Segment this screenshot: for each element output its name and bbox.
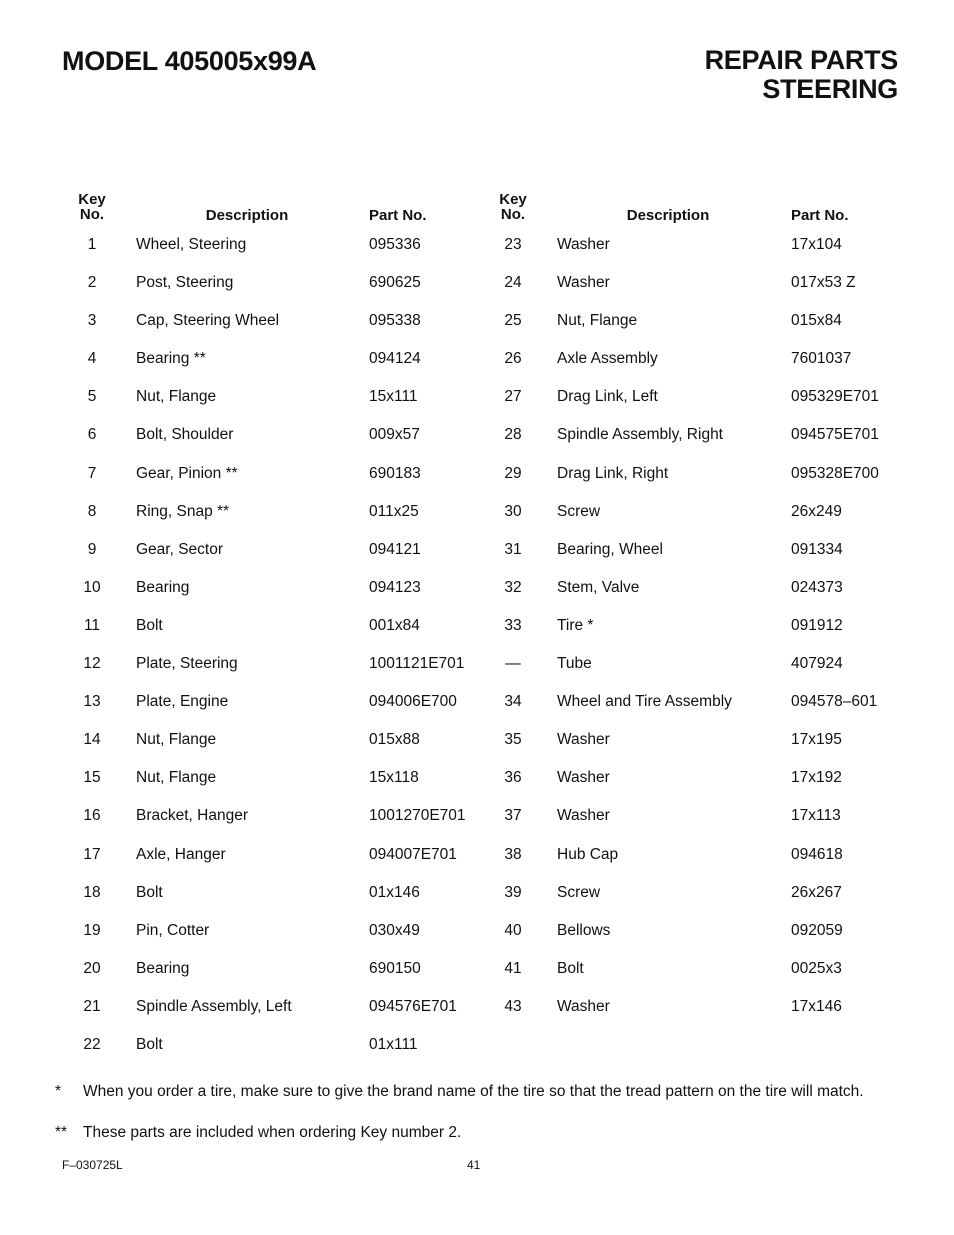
table-row	[483, 228, 903, 266]
table-row	[62, 799, 482, 837]
key-no-cell: 2	[87, 274, 97, 292]
part-no-cell: 030x49	[369, 921, 420, 939]
key-no-cell: 4	[87, 350, 97, 368]
key-no-cell: 43	[504, 997, 522, 1015]
description-cell: Gear, Pinion **	[136, 464, 238, 482]
key-no-cell: 33	[504, 616, 522, 634]
table-row	[62, 228, 482, 266]
table-row	[62, 647, 482, 685]
key-no-header	[483, 192, 543, 222]
description-cell: Screw	[557, 502, 601, 520]
key-no-cell: 11	[83, 616, 101, 634]
description-cell: Bolt	[136, 883, 163, 901]
description-cell: Bearing	[136, 959, 190, 977]
part-no-header: Part No.	[369, 207, 427, 224]
table-row	[483, 609, 903, 647]
part-no-cell: 094121	[369, 540, 421, 558]
key-header-line1: Key	[78, 191, 106, 208]
part-no-cell: 094576E701	[369, 997, 457, 1015]
key-no-cell: 21	[83, 997, 101, 1015]
part-no-cell: 094124	[369, 350, 421, 368]
description-cell: Gear, Sector	[136, 540, 224, 558]
key-no-cell: 17	[83, 845, 101, 863]
description-cell: Washer	[557, 236, 610, 253]
table-row	[483, 266, 903, 304]
part-no-cell: 01x111	[369, 1035, 418, 1053]
key-no-cell: 24	[504, 274, 522, 292]
description-cell: Spindle Assembly, Right	[557, 426, 723, 444]
part-no-cell: 092059	[791, 921, 843, 939]
table-row	[483, 838, 903, 876]
part-no-cell: 094578–601	[791, 693, 878, 711]
description-cell: Tube	[557, 655, 592, 673]
parts-table-right	[483, 192, 903, 1028]
table-row	[62, 380, 482, 418]
description-header: Description	[205, 207, 289, 224]
key-no-cell: 12	[83, 655, 101, 673]
part-no-cell: 690150	[369, 959, 421, 977]
description-cell: Nut, Flange	[136, 769, 217, 787]
part-no-cell: 17x192	[791, 769, 842, 787]
footnote-text: These parts are included when ordering Key number 2.	[83, 1124, 462, 1141]
table-body-left	[62, 228, 482, 1066]
key-no-cell: 38	[504, 845, 522, 863]
section-title	[705, 46, 898, 104]
key-no-cell: 23	[504, 236, 522, 253]
description-cell: Tire *	[557, 616, 594, 634]
part-no-cell: 094123	[369, 578, 421, 596]
key-header-line2: No.	[79, 206, 105, 223]
description-cell: Screw	[557, 883, 601, 901]
key-no-cell: 20	[83, 959, 101, 977]
part-no-cell: 7601037	[791, 350, 852, 368]
description-cell: Wheel and Tire Assembly	[557, 693, 732, 711]
table-row	[62, 914, 482, 952]
table-row	[483, 342, 903, 380]
part-no-cell: 001x84	[369, 616, 420, 634]
part-no-cell: 009x57	[369, 426, 420, 444]
part-no-cell: 095338	[369, 312, 421, 330]
description-cell: Stem, Valve	[557, 578, 640, 596]
document-code: F–030725L	[62, 1158, 123, 1172]
table-row	[483, 418, 903, 456]
part-no-cell: 094006E700	[369, 693, 457, 711]
part-no-cell: 015x88	[369, 731, 420, 749]
part-no-cell: 26x267	[791, 883, 842, 901]
key-no-cell: 27	[504, 388, 522, 406]
description-cell: Ring, Snap **	[136, 502, 230, 520]
part-no-cell: 011x25	[369, 502, 419, 520]
table-row	[483, 571, 903, 609]
part-no-cell: 26x249	[791, 502, 842, 520]
part-no-cell: 095328E700	[791, 464, 879, 482]
description-cell: Bearing, Wheel	[557, 540, 663, 558]
table-row	[483, 495, 903, 533]
description-cell: Washer	[557, 731, 610, 749]
description-cell: Spindle Assembly, Left	[136, 997, 292, 1015]
table-row	[483, 914, 903, 952]
part-no-cell: 017x53 Z	[791, 274, 856, 292]
description-cell: Nut, Flange	[557, 312, 638, 330]
footnote-text: When you order a tire, make sure to give the brand name of the tire so that the tread pattern on the tire will match.	[83, 1083, 864, 1100]
table-row	[62, 495, 482, 533]
description-cell: Hub Cap	[557, 845, 619, 863]
table-row	[483, 723, 903, 761]
key-no-cell: 3	[87, 312, 97, 330]
table-body-right	[483, 228, 903, 1028]
key-no-cell: 10	[83, 578, 101, 596]
page-number: 41	[467, 1158, 481, 1172]
description-cell: Bracket, Hanger	[136, 807, 248, 825]
section-title-line2: STEERING	[762, 74, 898, 104]
description-cell: Bolt	[136, 1035, 163, 1053]
table-row	[483, 533, 903, 571]
description-cell: Axle Assembly	[557, 350, 658, 368]
table-row	[62, 876, 482, 914]
parts-table-left	[62, 192, 482, 1066]
part-no-cell: 17x104	[791, 236, 842, 253]
table-row	[62, 342, 482, 380]
description-cell: Plate, Engine	[136, 693, 229, 711]
key-no-cell: 9	[87, 540, 97, 558]
key-no-cell: 41	[504, 959, 522, 977]
key-no-cell: 29	[504, 464, 522, 482]
part-no-cell: 091334	[791, 540, 843, 558]
part-no-cell: 0025x3	[791, 959, 842, 977]
key-no-cell: 1	[87, 236, 97, 253]
description-cell: Bolt	[557, 959, 584, 977]
part-no-cell: 015x84	[791, 312, 842, 330]
model-title: MODEL 405005x99A	[62, 46, 317, 76]
part-no-cell: 095329E701	[791, 388, 879, 406]
section-title-line1: REPAIR PARTS	[704, 45, 898, 75]
description-cell: Bolt	[136, 616, 163, 634]
key-header-line1: Key	[499, 191, 527, 208]
part-no-cell: 690183	[369, 464, 421, 482]
key-no-cell: 5	[87, 388, 97, 406]
key-no-cell: 31	[504, 540, 522, 558]
description-cell: Drag Link, Left	[557, 388, 658, 406]
key-no-cell: 35	[504, 731, 522, 749]
table-header	[483, 192, 903, 228]
table-row	[483, 380, 903, 418]
key-no-cell: 36	[504, 769, 522, 787]
key-no-cell: 25	[504, 312, 522, 330]
description-cell: Nut, Flange	[136, 731, 217, 749]
table-row	[483, 876, 903, 914]
description-cell: Drag Link, Right	[557, 464, 669, 482]
table-row	[62, 685, 482, 723]
table-row	[62, 418, 482, 456]
description-cell: Bolt, Shoulder	[136, 426, 234, 444]
key-no-cell: 22	[83, 1035, 101, 1053]
key-no-cell: 16	[83, 807, 101, 825]
key-no-cell: 15	[83, 769, 101, 787]
footnote-mark: **	[55, 1124, 68, 1141]
description-cell: Bellows	[557, 921, 611, 939]
key-no-cell: 14	[83, 731, 101, 749]
table-row	[62, 1028, 482, 1066]
table-row	[62, 990, 482, 1028]
part-no-cell: 15x111	[369, 388, 418, 406]
part-no-cell: 17x195	[791, 731, 842, 749]
part-no-cell: 01x146	[369, 883, 420, 901]
part-no-cell: 095336	[369, 236, 421, 253]
description-cell: Washer	[557, 997, 610, 1015]
part-no-cell: 094618	[791, 845, 843, 863]
table-row	[483, 799, 903, 837]
key-no-cell: 40	[504, 921, 522, 939]
description-cell: Washer	[557, 274, 610, 292]
table-row	[62, 304, 482, 342]
table-row	[62, 571, 482, 609]
part-no-cell: 15x118	[369, 769, 419, 787]
key-no-cell: 30	[504, 502, 522, 520]
table-row	[62, 723, 482, 761]
key-no-cell: 32	[504, 578, 522, 596]
key-no-cell: 28	[504, 426, 522, 444]
key-no-cell: 34	[504, 693, 522, 711]
part-no-cell: 094575E701	[791, 426, 879, 444]
part-no-cell: 17x146	[791, 997, 842, 1015]
description-cell: Axle, Hanger	[136, 845, 226, 863]
footnote-mark: *	[55, 1083, 62, 1100]
description-cell: Pin, Cotter	[136, 921, 210, 939]
part-no-header: Part No.	[791, 207, 849, 224]
table-row	[62, 609, 482, 647]
table-row	[483, 647, 903, 685]
table-row	[62, 533, 482, 571]
part-no-cell: 1001121E701	[369, 655, 465, 673]
table-row	[483, 990, 903, 1028]
table-header	[62, 192, 482, 228]
description-cell: Wheel, Steering	[136, 236, 247, 253]
key-no-cell: 7	[87, 464, 97, 482]
description-cell: Washer	[557, 769, 610, 787]
key-no-cell: 6	[87, 426, 97, 444]
key-no-cell: —	[505, 655, 521, 673]
description-cell: Bearing	[136, 578, 190, 596]
key-no-cell: 18	[83, 883, 101, 901]
key-no-cell: 19	[83, 921, 101, 939]
key-no-cell: 37	[504, 807, 522, 825]
key-header-line2: No.	[500, 206, 526, 223]
table-row	[483, 457, 903, 495]
table-row	[483, 304, 903, 342]
key-no-cell: 26	[504, 350, 522, 368]
table-row	[62, 952, 482, 990]
description-cell: Post, Steering	[136, 274, 234, 292]
table-row	[483, 952, 903, 990]
key-no-header	[62, 192, 122, 222]
table-row	[62, 457, 482, 495]
key-no-cell: 13	[83, 693, 101, 711]
description-cell: Bearing **	[136, 350, 206, 368]
description-cell: Plate, Steering	[136, 655, 238, 673]
description-cell: Nut, Flange	[136, 388, 217, 406]
table-row	[483, 761, 903, 799]
part-no-cell: 407924	[791, 655, 843, 673]
table-row	[483, 685, 903, 723]
description-cell: Cap, Steering Wheel	[136, 312, 280, 330]
part-no-cell: 690625	[369, 274, 421, 292]
part-no-cell: 17x113	[791, 807, 841, 825]
part-no-cell: 091912	[791, 616, 843, 634]
table-row	[62, 266, 482, 304]
part-no-cell: 094007E701	[369, 845, 457, 863]
description-header: Description	[626, 207, 710, 224]
key-no-cell: 39	[504, 883, 522, 901]
key-no-cell: 8	[87, 502, 97, 520]
table-row	[62, 838, 482, 876]
part-no-cell: 1001270E701	[369, 807, 466, 825]
part-no-cell: 024373	[791, 578, 843, 596]
table-row	[62, 761, 482, 799]
description-cell: Washer	[557, 807, 610, 825]
